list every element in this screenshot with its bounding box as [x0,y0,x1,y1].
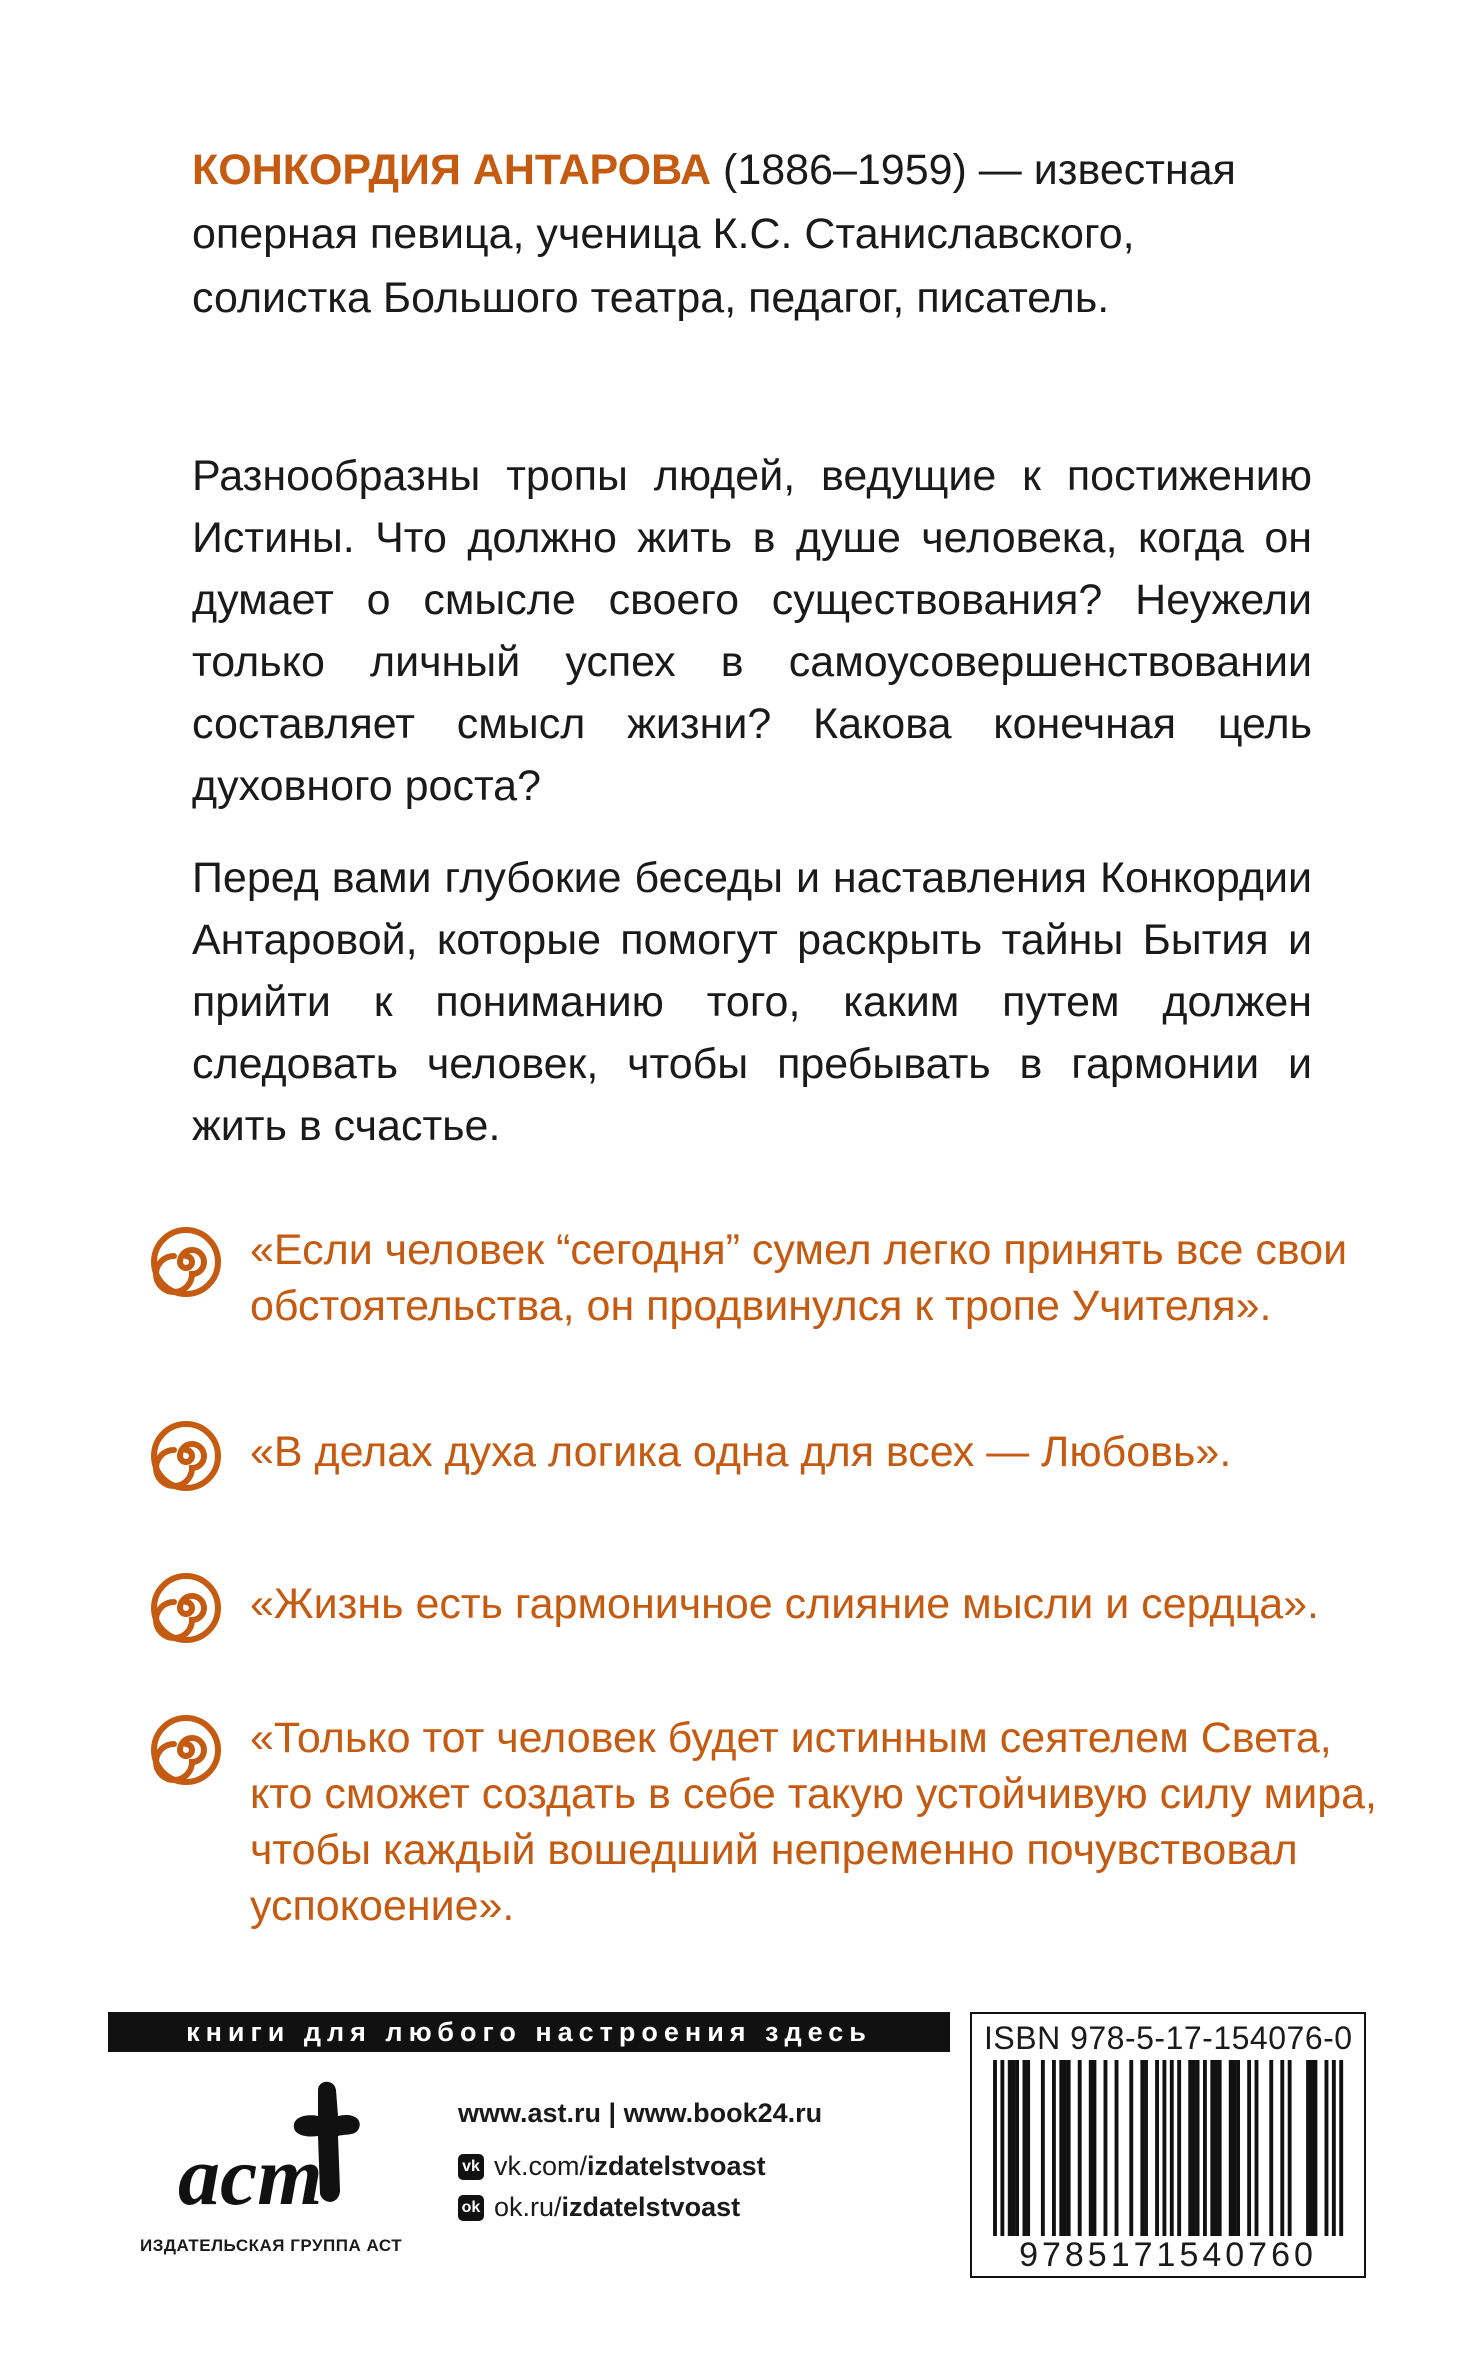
barcode-bar [1255,2060,1259,2236]
vk-prefix: vk.com/ [494,2151,588,2181]
quote-item [150,1416,1390,1492]
barcode-bar [1023,2060,1027,2236]
barcode-bar [1015,2060,1019,2236]
barcode-bar [1059,2060,1063,2236]
barcode-bar [1280,2060,1284,2236]
vk-handle: izdatelstvoast [587,2151,766,2181]
barcode-bar [993,2060,997,2236]
barcode-bar [1063,2060,1067,2236]
barcode-bar [1306,2060,1310,2236]
barcode-bar [1052,2060,1056,2236]
ok-prefix: ok.ru/ [494,2192,562,2222]
ast-logo [168,2072,388,2222]
barcode-bar [1232,2060,1236,2236]
barcode-bar [1115,2060,1119,2236]
barcode-bar [1026,2060,1030,2236]
barcode-bar [1192,2060,1196,2236]
barcode-bar [1177,2060,1181,2236]
barcode-bar [1247,2060,1251,2236]
barcode-bar [1011,2060,1015,2236]
barcode-bar [1041,2060,1045,2236]
author-bio-text: (1886–1959) — известная оперная певица, ученица К.С. Станиславского, солистка Большого театра, педагог, писатель. [192,146,1236,322]
barcode-bar [1104,2060,1108,2236]
barcode-bar [1203,2060,1207,2236]
barcode-bar [1170,2060,1174,2236]
barcode-bar [1229,2060,1233,2236]
slogan-banner: книги для любого настроения здесь [108,2012,950,2052]
ok-icon: ok [458,2195,484,2221]
spiral-icon [150,1572,222,1644]
isbn-barcode-block [970,2012,1366,2278]
barcode-bar [1313,2060,1317,2236]
barcode-bar [1210,2060,1214,2236]
spiral-icon [150,1226,222,1298]
quote-item [150,1222,1390,1334]
barcode-bar [1332,2060,1336,2236]
barcode-bar [1000,2060,1004,2236]
vk-link[interactable] [458,2151,822,2182]
quote-text: «В делах духа логика одна для всех — Любовь». [250,1428,1232,1476]
barcode-bar [1218,2060,1222,2236]
spiral-icon [150,1714,222,1786]
barcode-bar [1129,2060,1133,2236]
barcode-bar [1144,2060,1148,2236]
author-name: КОНКОРДИЯ АНТАРОВА [192,146,712,194]
barcode-bar [1325,2060,1329,2236]
author-bio [192,138,1312,330]
isbn-number: ISBN 978-5-17-154076-0 [984,2020,1353,2056]
ean-digits: 9785171540760 [1019,2236,1317,2274]
quote-text: «Если человек “сегодня” сумел легко принять все свои обстоятельства, он продвинулся к тропе Учителя». [250,1226,1348,1330]
quote-item [150,1710,1390,1934]
barcode-bar [1155,2060,1159,2236]
barcode-bar [1078,2060,1082,2236]
barcode-bar [1140,2060,1144,2236]
barcode-bar [1339,2060,1343,2236]
contact-links [458,2098,822,2233]
barcode-bar [1310,2060,1314,2236]
barcode-bar [1089,2060,1093,2236]
barcode-bar [1196,2060,1200,2236]
barcode-bar [1067,2060,1071,2236]
ok-link[interactable] [458,2192,822,2223]
barcode-bar [1236,2060,1240,2236]
barcode-bar [1214,2060,1218,2236]
description-paragraph: Перед вами глубокие беседы и наставления Конкордии Антаровой, которые помогут раскрыть тайны Бытия и прийти к пониманию того, каким путем должен следовать человек, чтобы пребывать в гармонии и жить в счастье. [192,854,1312,1150]
barcode-bar [1288,2060,1292,2236]
vk-icon: vk [458,2154,484,2180]
barcode-bar [1269,2060,1273,2236]
barcode-bar [1188,2060,1192,2236]
barcode-bar [1162,2060,1166,2236]
barcode-bar [1008,2060,1012,2236]
publisher-name: ИЗДАТЕЛЬСКАЯ ГРУППА АСТ [140,2236,403,2255]
quote-text: «Жизнь есть гармоничное слияние мысли и сердца». [250,1580,1319,1628]
barcode-bar [1093,2060,1097,2236]
barcode [982,2060,1354,2236]
logo-text: аст [178,2130,323,2222]
book-description [192,445,1312,1187]
ok-handle: izdatelstvoast [561,2192,741,2222]
website-links[interactable]: www.ast.ru | www.book24.ru [458,2098,823,2128]
quote-text: «Только тот человек будет истинным сеятелем Света, кто сможет создать в себе такую устойчивую силу мира, чтобы каждый вошедший непременно почувствовал успокоение». [250,1714,1377,1930]
description-paragraph: Разнообразны тропы людей, ведущие к постижению Истины. Что должно жить в душе человека, когда он думает о смысле своего существования? Неужели только личный успех в самоусовершенствовании составляет смысл жизни? Какова конечная цель духовного роста? [192,452,1312,810]
quote-item [150,1568,1390,1644]
spiral-icon [150,1420,222,1492]
